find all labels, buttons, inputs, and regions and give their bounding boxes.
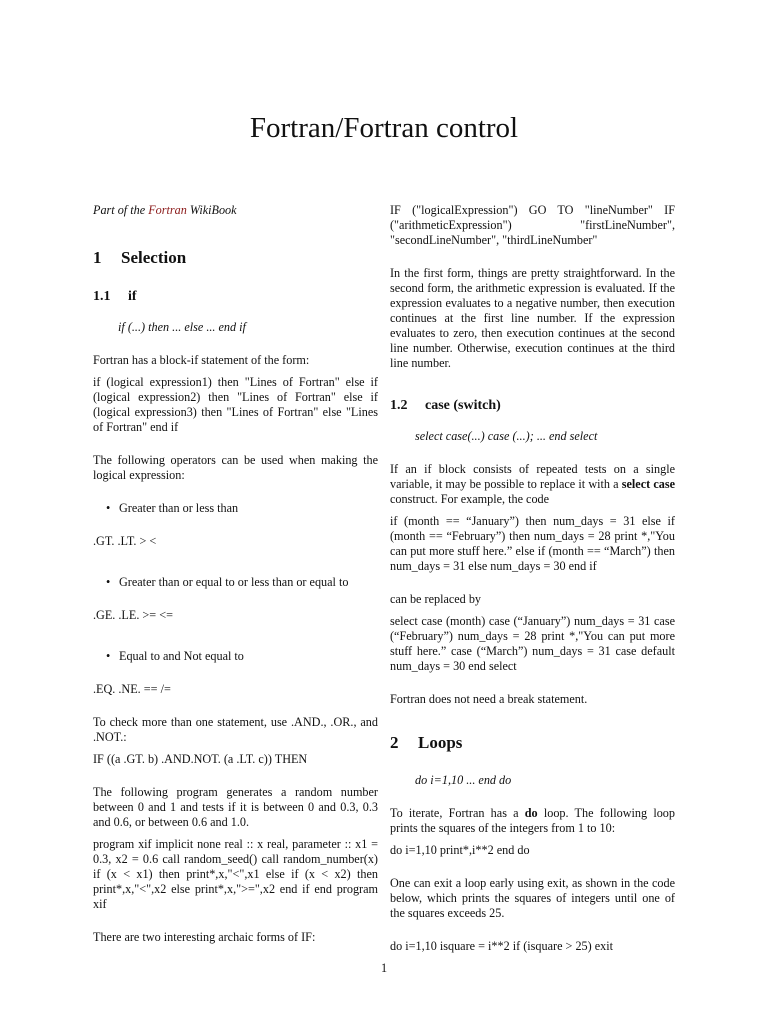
left-column [93,203,378,945]
paragraph: can be replaced by [390,592,482,606]
list-item: • Equal to and Not equal to [93,649,378,664]
text-run: To iterate, Fortran has a [390,806,525,820]
right-column [390,203,675,954]
subsection-number: 1.2 [390,398,408,413]
operators-line: .GT. .LT. > < [93,534,157,548]
paragraph: In the first form, things are pretty straightforward. In the second form, the arithmetic expression is evaluated. If the expression evaluates to a negative number, then execution continues at the first line number. If the expression evaluates to zero, then execution continues at the second line number. Otherwise, execution continues at the third line number. [390,266,675,370]
section-loops-heading [390,733,675,753]
section-number: 2 [390,733,399,752]
text-run: construct. For example, the code [390,492,550,506]
code-line: IF ((a .GT. b) .AND.NOT. (a .LT. c)) THEN [93,752,308,766]
list-item: • Greater than or less than [93,501,378,516]
subsection-title: if [128,289,137,304]
intro-line [93,203,378,218]
paragraph: One can exit a loop early using exit, as shown in the code below, which prints the squares of integers until one of the squares exceeds 25. [390,876,675,920]
code-block-select-case: select case (month) case (“January”) num_days = 31 case (“February”) num_days = 28 print *,"You can put more stuff here.” case (“March”) num_days = 31 case default num_days = 30 end select [390,614,675,673]
paragraph [390,462,675,507]
paragraph: Fortran has a block-if statement of the form: [93,353,310,367]
subsection-if-heading [93,288,378,306]
bold-term: do [524,806,538,820]
section-title: Loops [418,733,463,752]
fortran-link[interactable]: Fortran [148,203,187,217]
page-title: Fortran/Fortran control [249,112,519,144]
bold-term: select case [621,477,675,491]
operators-line: .EQ. .NE. == /= [93,682,171,696]
subsection-number: 1.1 [93,289,111,304]
case-syntax: select case(...) case (...); ... end select [415,429,598,443]
list-item: • Greater than or equal to or less than or equal to [93,575,378,590]
bullet-list [93,649,378,664]
paragraph: There are two interesting archaic forms of IF: [93,930,316,944]
paragraph: The following program generates a random number between 0 and 1 and tests if it is between 0 and 0.3, 0.3 and 0.6, or between 0.6 and 1.0. [93,785,378,829]
operators-line: .GE. .LE. >= <= [93,608,173,622]
intro-prefix: Part of the [93,203,149,217]
section-selection-heading [93,248,378,268]
paragraph [390,806,675,836]
subsection-case-heading [390,397,675,415]
intro-suffix: WikiBook [186,203,237,217]
paragraph: To check more than one statement, use .AND., .OR., and .NOT.: [93,715,378,744]
code-line-do: do i=1,10 print*,i**2 end do [390,843,530,857]
section-title: Selection [121,248,187,267]
if-syntax: if (...) then ... else ... end if [118,320,246,334]
text-run: If an if block consists of repeated tests on a single variable, it may be possible to replace it with a [390,462,675,491]
code-block-program: program xif implicit none real :: x real, parameter :: x1 = 0.3, x2 = 0.6 call random_seed() call random_number(x) if (x < x1) then print*,x,"<",x1 else if (x < x2) then print*,x,"<",x2 else print*,x,">=",x2 end if end program xif [93,837,378,911]
page-number: 1 [380,961,388,975]
code-block-month-if: if (month == “January”) then num_days = 31 else if (month == “February”) then num_days = 28 print *,"You can put more stuff here.” else if (month == “March”) then num_days = 31 else num_days = 30 end if [390,514,675,573]
bullet-list [93,575,378,590]
subsection-title: case (switch) [425,398,501,413]
bullet-list [93,501,378,516]
paragraph: Fortran does not need a break statement. [390,692,588,706]
text-run: loop. The following loop prints the squares of the integers from 1 to 10: [390,806,675,835]
code-line-exit: do i=1,10 isquare = i**2 if (isquare > 25) exit [390,939,614,953]
code-block-archaic-if: IF ("logicalExpression") GO TO "lineNumber" IF ("arithmeticExpression") "firstLineNumber", "secondLineNumber", "thirdLineNumber" [390,203,675,247]
code-block-if: if (logical expression1) then "Lines of Fortran" else if (logical expression2) then "Lines of Fortran" else if (logical expression3) then "Lines of Fortran" else "Lines of Fortran" end if [93,375,378,434]
do-syntax: do i=1,10 ... end do [415,773,512,787]
paragraph: The following operators can be used when making the logical expression: [93,453,378,482]
section-number: 1 [93,248,102,267]
